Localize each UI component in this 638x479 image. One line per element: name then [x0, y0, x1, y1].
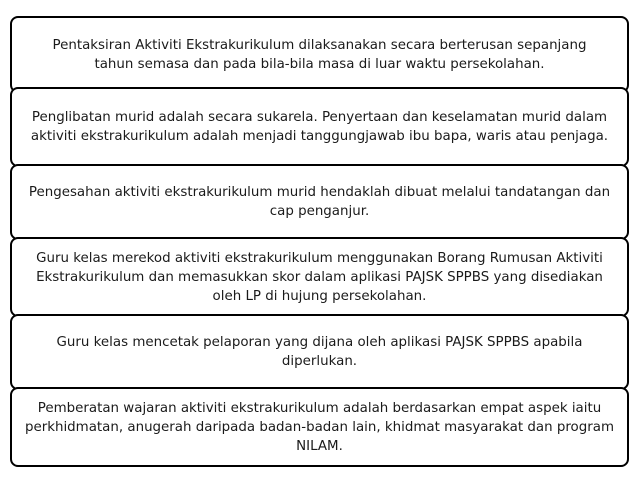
step-text-5: Guru kelas mencetak pelaporan yang dijana oleh aplikasi PAJSK SPPBS apabila diperlukan.	[56, 335, 583, 369]
step-text-2: Penglibatan murid adalah secara sukarela. Penyertaan dan keselamatan murid dalam aktiviti ekstrakurikulum adalah menjadi tanggungjawab ibu bapa, waris atau penjaga.	[30, 110, 609, 144]
step-box-4	[10, 237, 629, 317]
step-text-6: Pemberatan wajaran aktiviti ekstrakurikulum adalah berdasarkan empat aspek iaitu perkhidmatan, anugerah daripada badan-badan lain, khidmat masyarakat dan program NILAM.	[24, 400, 615, 454]
step-box-3	[10, 164, 629, 240]
step-box-1	[10, 16, 629, 93]
step-text-4: Guru kelas merekod aktiviti ekstrakurikulum menggunakan Borang Rumusan Aktiviti Ekstrakurikulum dan memasukkan skor dalam aplikasi PAJSK SPPBS yang disediakan oleh LP di hujung persekolahan.	[36, 250, 603, 304]
step-text-1: Pentaksiran Aktiviti Ekstrakurikulum dilaksanakan secara berterusan sepanjang tahun semasa dan pada bila-bila masa di luar waktu persekolahan.	[52, 37, 587, 72]
step-box-5	[10, 314, 629, 390]
step-box-2	[10, 87, 629, 167]
step-box-6	[10, 387, 629, 467]
step-text-3: Pengesahan aktiviti ekstrakurikulum murid hendaklah dibuat melalui tandatangan dan cap penganjur.	[28, 185, 611, 219]
